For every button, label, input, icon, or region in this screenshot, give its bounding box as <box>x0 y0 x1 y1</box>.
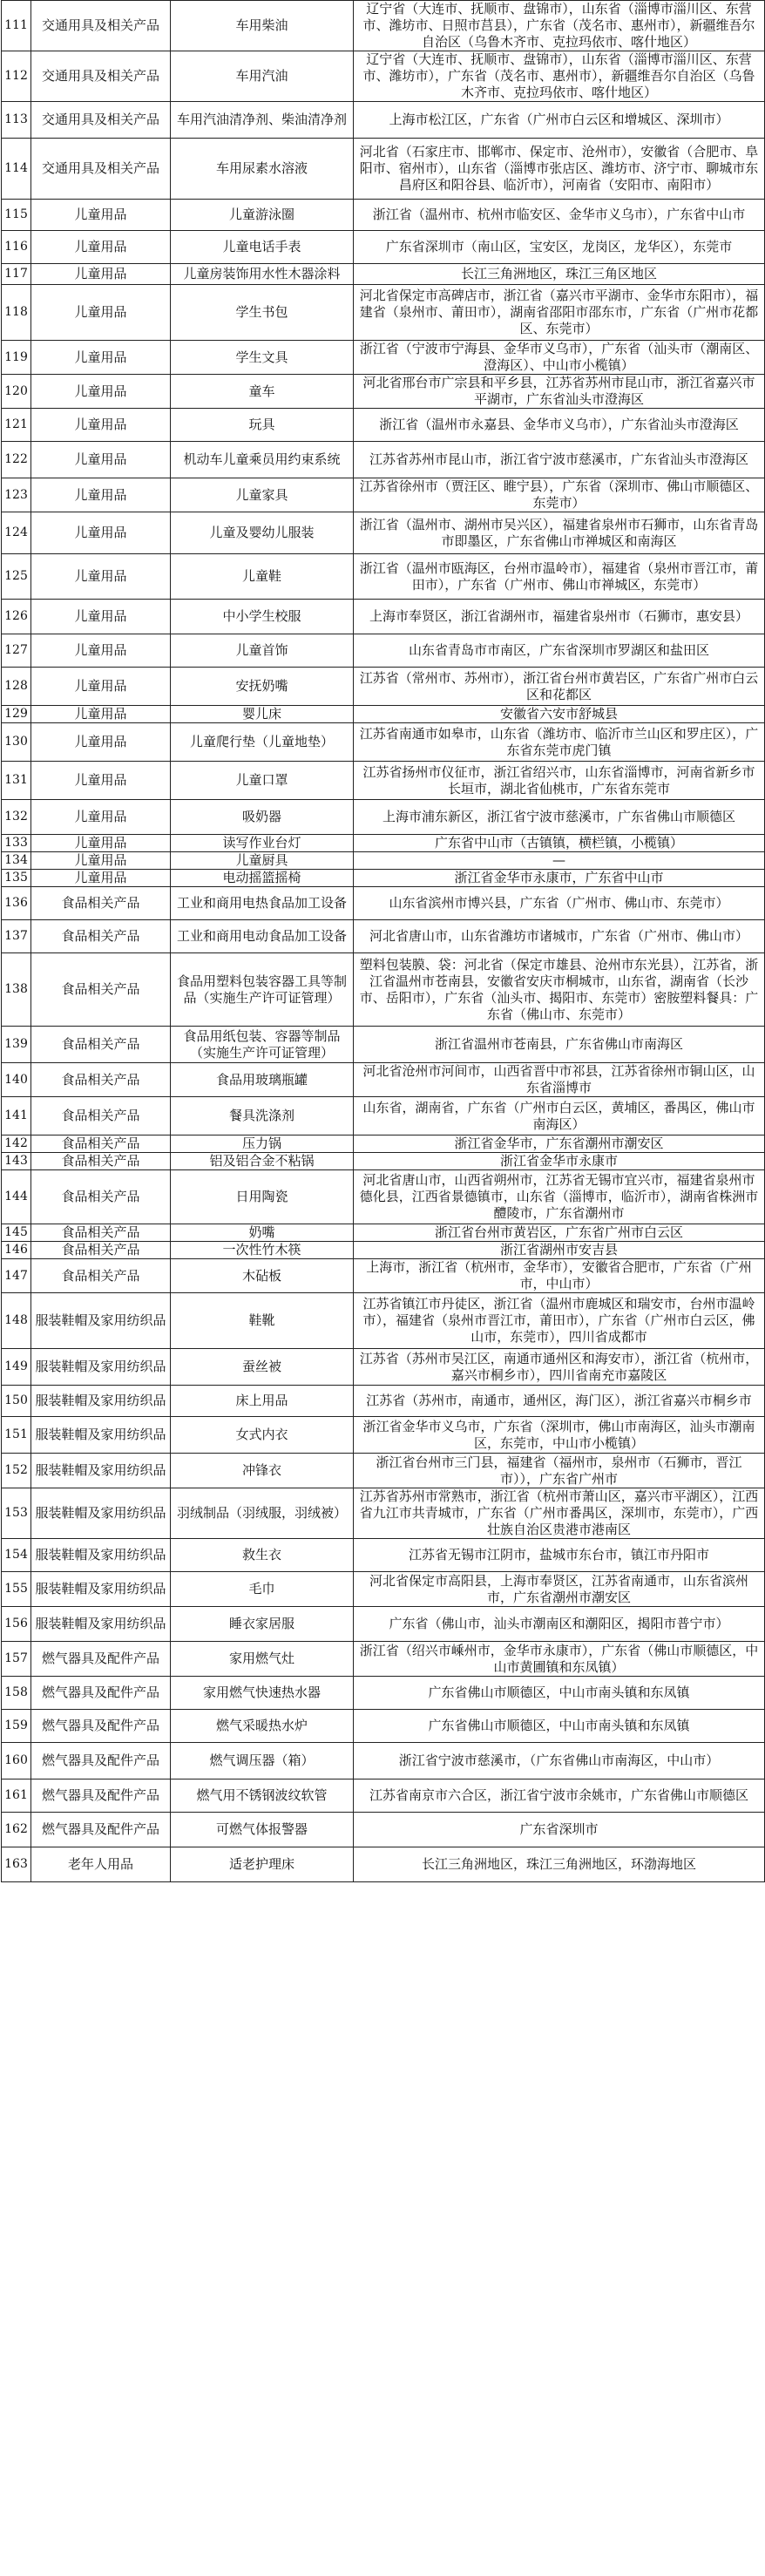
product-cell: 儿童厨具 <box>171 852 354 870</box>
row-number: 116 <box>2 231 31 264</box>
product-cell: 食品用纸包装、容器等制品（实施生产许可证管理） <box>171 1027 354 1063</box>
table-row <box>2 706 765 723</box>
row-number: 126 <box>2 600 31 634</box>
category-cell: 服装鞋帽及家用纺织品 <box>31 1539 171 1572</box>
row-number: 158 <box>2 1677 31 1710</box>
table-row <box>2 723 765 762</box>
product-cell: 蚕丝被 <box>171 1349 354 1386</box>
table-row <box>2 1063 765 1097</box>
product-cell: 吸奶器 <box>171 800 354 835</box>
region-cell: 江苏省（苏州市吴江区，南通市通州区和海安市），浙江省（杭州市，嘉兴市桐乡市），四川省南充市嘉陵区 <box>354 1349 765 1386</box>
category-cell: 食品相关产品 <box>31 1170 171 1224</box>
category-cell: 儿童用品 <box>31 409 171 442</box>
row-number: 163 <box>2 1847 31 1882</box>
region-cell: 浙江省金华市义乌市，广东省（深圳市，佛山市南海区，汕头市潮南区，东莞市，中山市小榄镇） <box>354 1417 765 1454</box>
product-cell: 救生衣 <box>171 1539 354 1572</box>
region-cell: 浙江省（温州市瓯海区，台州市温岭市），福建省（泉州市晋江市，莆田市），广东省（广州市、佛山市禅城区，东莞市） <box>354 554 765 600</box>
product-cell: 女式内衣 <box>171 1417 354 1454</box>
row-number: 118 <box>2 285 31 341</box>
row-number: 121 <box>2 409 31 442</box>
row-number: 120 <box>2 375 31 409</box>
row-number: 162 <box>2 1813 31 1847</box>
product-cell: 电动摇篮摇椅 <box>171 870 354 887</box>
category-cell: 老年人用品 <box>31 1847 171 1882</box>
row-number: 129 <box>2 706 31 723</box>
table-row <box>2 953 765 1027</box>
table-row <box>2 1488 765 1539</box>
category-cell: 儿童用品 <box>31 852 171 870</box>
category-cell: 食品相关产品 <box>31 1097 171 1135</box>
row-number: 125 <box>2 554 31 600</box>
row-number: 131 <box>2 762 31 800</box>
table-row <box>2 341 765 375</box>
product-cell: 餐具洗涤剂 <box>171 1097 354 1135</box>
table-row <box>2 1417 765 1454</box>
category-cell: 儿童用品 <box>31 264 171 285</box>
region-cell: 河北省唐山市，山东省潍坊市诸城市，广东省（广州市、佛山市） <box>354 920 765 953</box>
region-cell: 浙江省金华市永康市，广东省中山市 <box>354 870 765 887</box>
row-number: 138 <box>2 953 31 1027</box>
product-cell: 床上用品 <box>171 1386 354 1417</box>
region-cell: 辽宁省（大连市、抚顺市、盘锦市），山东省（淄博市淄川区、东营市、潍坊市、日照市莒县），广东省（茂名市、惠州市），新疆维吾尔自治区（乌鲁木齐市、克拉玛依市、喀什地区） <box>354 1 765 51</box>
region-cell: 江苏省南京市六合区，浙江省宁波市余姚市，广东省佛山市顺德区 <box>354 1779 765 1813</box>
row-number: 137 <box>2 920 31 953</box>
table-row <box>2 1170 765 1224</box>
table-row <box>2 1097 765 1135</box>
product-cell: 睡衣家居服 <box>171 1607 354 1642</box>
category-cell: 儿童用品 <box>31 231 171 264</box>
row-number: 139 <box>2 1027 31 1063</box>
table-row <box>2 1642 765 1677</box>
region-cell: 河北省邢台市广宗县和平乡县，江苏省苏州市昆山市，浙江省嘉兴市平湖市，广东省汕头市澄海区 <box>354 375 765 409</box>
row-number: 112 <box>2 51 31 102</box>
region-cell: 浙江省（温州市、湖州市吴兴区），福建省泉州市石狮市，山东省青岛市即墨区，广东省佛山市禅城区和南海区 <box>354 512 765 554</box>
table-row <box>2 634 765 668</box>
product-cell: 家用燃气快速热水器 <box>171 1677 354 1710</box>
product-cell: 安抚奶嘴 <box>171 668 354 706</box>
row-number: 156 <box>2 1607 31 1642</box>
table-row <box>2 1710 765 1743</box>
region-cell: 山东省滨州市博兴县，广东省（广州市、佛山市、东莞市） <box>354 887 765 920</box>
product-cell: 学生书包 <box>171 285 354 341</box>
row-number: 150 <box>2 1386 31 1417</box>
row-number: 146 <box>2 1242 31 1259</box>
row-number: 141 <box>2 1097 31 1135</box>
region-cell: 广东省（佛山市，汕头市潮南区和潮阳区，揭阳市普宁市） <box>354 1607 765 1642</box>
category-cell: 食品相关产品 <box>31 1259 171 1293</box>
row-number: 115 <box>2 200 31 231</box>
category-cell: 儿童用品 <box>31 600 171 634</box>
product-cell: 中小学生校服 <box>171 600 354 634</box>
category-cell: 燃气器具及配件产品 <box>31 1642 171 1677</box>
table-row <box>2 1454 765 1488</box>
region-cell: 河北省沧州市河间市，山西省晋中市祁县，江苏省徐州市铜山区，山东省淄博市 <box>354 1063 765 1097</box>
region-cell: 广东省佛山市顺德区，中山市南头镇和东凤镇 <box>354 1677 765 1710</box>
region-cell: 上海市松江区，广东省（广州市白云区和增城区、深圳市） <box>354 102 765 139</box>
category-cell: 燃气器具及配件产品 <box>31 1743 171 1779</box>
product-cell: 适老护理床 <box>171 1847 354 1882</box>
category-cell: 儿童用品 <box>31 835 171 852</box>
table-row <box>2 887 765 920</box>
product-cell: 毛巾 <box>171 1572 354 1607</box>
category-cell: 儿童用品 <box>31 442 171 478</box>
category-cell: 儿童用品 <box>31 706 171 723</box>
category-cell: 燃气器具及配件产品 <box>31 1677 171 1710</box>
category-cell: 食品相关产品 <box>31 1153 171 1170</box>
table-row <box>2 1572 765 1607</box>
table-row <box>2 1743 765 1779</box>
region-cell: 江苏省徐州市（贾汪区、睢宁县），广东省（深圳市、佛山市顺德区、东莞市） <box>354 478 765 512</box>
product-cell: 儿童家具 <box>171 478 354 512</box>
category-cell: 儿童用品 <box>31 341 171 375</box>
region-cell: 河北省保定市高阳县，上海市奉贤区，江苏省南通市，山东省滨州市，广东省潮州市潮安区 <box>354 1572 765 1607</box>
row-number: 135 <box>2 870 31 887</box>
region-cell: 安徽省六安市舒城县 <box>354 706 765 723</box>
region-cell: 广东省深圳市 <box>354 1813 765 1847</box>
table-row <box>2 285 765 341</box>
category-cell: 食品相关产品 <box>31 1242 171 1259</box>
region-cell: 浙江省金华市永康市 <box>354 1153 765 1170</box>
table-row <box>2 852 765 870</box>
region-cell: 浙江省台州市三门县，福建省（福州市，泉州市（石狮市，晋江市）），广东省广州市 <box>354 1454 765 1488</box>
table-row <box>2 1779 765 1813</box>
category-cell: 食品相关产品 <box>31 1135 171 1153</box>
region-cell: 浙江省金华市，广东省潮州市潮安区 <box>354 1135 765 1153</box>
category-cell: 食品相关产品 <box>31 920 171 953</box>
region-cell: 浙江省（宁波市宁海县、金华市义乌市），广东省（汕头市（潮南区、澄海区）、中山市小榄镇） <box>354 341 765 375</box>
region-cell: 浙江省（温州市、杭州市临安区、金华市义乌市），广东省中山市 <box>354 200 765 231</box>
table-row <box>2 1259 765 1293</box>
region-cell: 江苏省（苏州市，南通市，通州区，海门区），浙江省嘉兴市桐乡市 <box>354 1386 765 1417</box>
row-number: 122 <box>2 442 31 478</box>
category-cell: 交通用具及相关产品 <box>31 51 171 102</box>
row-number: 119 <box>2 341 31 375</box>
category-cell: 食品相关产品 <box>31 953 171 1027</box>
product-cell: 家用燃气灶 <box>171 1642 354 1677</box>
category-cell: 服装鞋帽及家用纺织品 <box>31 1607 171 1642</box>
region-cell: 浙江省（温州市永嘉县、金华市义乌市），广东省汕头市澄海区 <box>354 409 765 442</box>
row-number: 155 <box>2 1572 31 1607</box>
region-cell: 浙江省（绍兴市嵊州市，金华市永康市），广东省（佛山市顺德区，中山市黄圃镇和东凤镇） <box>354 1642 765 1677</box>
product-cell: 燃气调压器（箱） <box>171 1743 354 1779</box>
product-cell: 一次性竹木筷 <box>171 1242 354 1259</box>
category-cell: 儿童用品 <box>31 554 171 600</box>
product-cell: 可燃气体报警器 <box>171 1813 354 1847</box>
region-cell: 长江三角洲地区，珠江三角洲地区，环渤海地区 <box>354 1847 765 1882</box>
region-cell: 上海市奉贤区，浙江省湖州市，福建省泉州市（石狮市，惠安县） <box>354 600 765 634</box>
row-number: 111 <box>2 1 31 51</box>
category-cell: 儿童用品 <box>31 762 171 800</box>
row-number: 140 <box>2 1063 31 1097</box>
table-row <box>2 870 765 887</box>
product-cell: 婴儿床 <box>171 706 354 723</box>
table-row <box>2 1386 765 1417</box>
row-number: 124 <box>2 512 31 554</box>
table-row <box>2 1607 765 1642</box>
region-cell: 江苏省镇江市丹徒区，浙江省（温州市鹿城区和瑞安市，台州市温岭市），福建省（泉州市晋江市，莆田市），广东省（广州市白云区，佛山市，东莞市），四川省成都市 <box>354 1293 765 1349</box>
product-cell: 儿童游泳圈 <box>171 200 354 231</box>
table-row <box>2 1224 765 1242</box>
region-cell: 浙江省温州市苍南县，广东省佛山市南海区 <box>354 1027 765 1063</box>
category-cell: 燃气器具及配件产品 <box>31 1710 171 1743</box>
product-cell: 读写作业台灯 <box>171 835 354 852</box>
table-row <box>2 1 765 51</box>
category-cell: 儿童用品 <box>31 200 171 231</box>
category-cell: 交通用具及相关产品 <box>31 102 171 139</box>
product-cell: 食品用塑料包装容器工具等制品（实施生产许可证管理） <box>171 953 354 1027</box>
table-row <box>2 102 765 139</box>
document-page <box>1 0 764 1882</box>
category-cell: 儿童用品 <box>31 668 171 706</box>
category-cell: 儿童用品 <box>31 634 171 668</box>
region-cell: 广东省佛山市顺德区，中山市南头镇和东凤镇 <box>354 1710 765 1743</box>
region-cell: 河北省唐山市，山西省朔州市，江苏省无锡市宜兴市，福建省泉州市德化县，江西省景德镇市，山东省（淄博市，临沂市），湖南省株洲市醴陵市，广东省潮州市 <box>354 1170 765 1224</box>
product-cell: 学生文具 <box>171 341 354 375</box>
product-cell: 木砧板 <box>171 1259 354 1293</box>
row-number: 123 <box>2 478 31 512</box>
region-cell: 河北省保定市高碑店市，浙江省（嘉兴市平湖市、金华市东阳市），福建省（泉州市、莆田市），湖南省邵阳市邵东市，广东省（广州市花都区、东莞市） <box>354 285 765 341</box>
category-cell: 食品相关产品 <box>31 1063 171 1097</box>
table-row <box>2 375 765 409</box>
product-cell: 工业和商用电动食品加工设备 <box>171 920 354 953</box>
region-cell: 山东省青岛市市南区，广东省深圳市罗湖区和盐田区 <box>354 634 765 668</box>
product-cell: 奶嘴 <box>171 1224 354 1242</box>
product-cell: 儿童首饰 <box>171 634 354 668</box>
product-cell: 儿童鞋 <box>171 554 354 600</box>
table-row <box>2 762 765 800</box>
row-number: 145 <box>2 1224 31 1242</box>
region-cell: 上海市，浙江省（杭州市，金华市），安徽省合肥市，广东省（广州市，中山市） <box>354 1259 765 1293</box>
table-row <box>2 200 765 231</box>
category-cell: 服装鞋帽及家用纺织品 <box>31 1349 171 1386</box>
table-row <box>2 554 765 600</box>
row-number: 160 <box>2 1743 31 1779</box>
product-cell: 压力锅 <box>171 1135 354 1153</box>
region-cell: 浙江省宁波市慈溪市，（广东省佛山市南海区，中山市） <box>354 1743 765 1779</box>
table-row <box>2 1293 765 1349</box>
region-cell: 山东省，湖南省，广东省（广州市白云区，黄埔区，番禺区，佛山市南海区） <box>354 1097 765 1135</box>
row-number: 127 <box>2 634 31 668</box>
category-cell: 服装鞋帽及家用纺织品 <box>31 1454 171 1488</box>
product-cell: 工业和商用电热食品加工设备 <box>171 887 354 920</box>
table-row <box>2 1677 765 1710</box>
category-cell: 食品相关产品 <box>31 887 171 920</box>
row-number: 128 <box>2 668 31 706</box>
table-row <box>2 409 765 442</box>
region-cell: 江苏省（常州市、苏州市），浙江省台州市黄岩区，广东省广州市白云区和花都区 <box>354 668 765 706</box>
row-number: 133 <box>2 835 31 852</box>
category-cell: 儿童用品 <box>31 800 171 835</box>
product-cell: 儿童口罩 <box>171 762 354 800</box>
table-row <box>2 1539 765 1572</box>
table-row <box>2 920 765 953</box>
category-cell: 儿童用品 <box>31 478 171 512</box>
table-row <box>2 835 765 852</box>
category-cell: 服装鞋帽及家用纺织品 <box>31 1386 171 1417</box>
product-cell: 车用汽油 <box>171 51 354 102</box>
region-cell: 江苏省南通市如皋市，山东省（潍坊市、临沂市兰山区和罗庄区），广东省东莞市虎门镇 <box>354 723 765 762</box>
category-cell: 儿童用品 <box>31 723 171 762</box>
category-cell: 儿童用品 <box>31 375 171 409</box>
table-row <box>2 1153 765 1170</box>
row-number: 151 <box>2 1417 31 1454</box>
product-cell: 日用陶瓷 <box>171 1170 354 1224</box>
row-number: 153 <box>2 1488 31 1539</box>
row-number: 132 <box>2 800 31 835</box>
region-cell: 广东省深圳市（南山区，宝安区，龙岗区，龙华区），东莞市 <box>354 231 765 264</box>
table-row <box>2 600 765 634</box>
row-number: 154 <box>2 1539 31 1572</box>
category-cell: 儿童用品 <box>31 870 171 887</box>
row-number: 113 <box>2 102 31 139</box>
table-row <box>2 1135 765 1153</box>
row-number: 157 <box>2 1642 31 1677</box>
region-cell: 江苏省无锡市江阴市，盐城市东台市，镇江市丹阳市 <box>354 1539 765 1572</box>
product-cell: 儿童及婴幼儿服装 <box>171 512 354 554</box>
table-row <box>2 512 765 554</box>
product-cell: 鞋靴 <box>171 1293 354 1349</box>
row-number: 159 <box>2 1710 31 1743</box>
category-cell: 服装鞋帽及家用纺织品 <box>31 1572 171 1607</box>
table-row <box>2 800 765 835</box>
row-number: 134 <box>2 852 31 870</box>
table-body <box>2 1 765 1882</box>
product-cell: 燃气用不锈钢波纹软管 <box>171 1779 354 1813</box>
region-cell: 江苏省扬州市仪征市，浙江省绍兴市，山东省淄博市，河南省新乡市长垣市，湖北省仙桃市，广东省东莞市 <box>354 762 765 800</box>
category-cell: 服装鞋帽及家用纺织品 <box>31 1488 171 1539</box>
region-cell: 塑料包装膜、袋：河北省（保定市雄县、沧州市东光县），江苏省，浙江省温州市苍南县，安徽省安庆市桐城市，山东省，湖南省（长沙市、岳阳市），广东省（汕头市、揭阳市、东莞市）密胺塑料餐具：广东省（佛山市、东莞市） <box>354 953 765 1027</box>
product-region-table <box>1 0 765 1882</box>
product-cell: 儿童爬行垫（儿童地垫） <box>171 723 354 762</box>
region-cell: 上海市浦东新区，浙江省宁波市慈溪市，广东省佛山市顺德区 <box>354 800 765 835</box>
table-row <box>2 1847 765 1882</box>
table-row <box>2 51 765 102</box>
product-cell: 车用尿素水溶液 <box>171 139 354 200</box>
category-cell: 儿童用品 <box>31 285 171 341</box>
row-number: 161 <box>2 1779 31 1813</box>
category-cell: 交通用具及相关产品 <box>31 1 171 51</box>
row-number: 130 <box>2 723 31 762</box>
row-number: 148 <box>2 1293 31 1349</box>
row-number: 117 <box>2 264 31 285</box>
row-number: 144 <box>2 1170 31 1224</box>
table-row <box>2 442 765 478</box>
category-cell: 儿童用品 <box>31 512 171 554</box>
product-cell: 燃气采暖热水炉 <box>171 1710 354 1743</box>
region-cell: 辽宁省（大连市、抚顺市、盘锦市），山东省（淄博市淄川区、东营市、潍坊市），广东省（茂名市、惠州市），新疆维吾尔自治区（乌鲁木齐市、克拉玛依市、喀什地区） <box>354 51 765 102</box>
product-cell: 食品用玻璃瓶罐 <box>171 1063 354 1097</box>
product-cell: 铝及铝合金不粘锅 <box>171 1153 354 1170</box>
product-cell: 机动车儿童乘员用约束系统 <box>171 442 354 478</box>
row-number: 149 <box>2 1349 31 1386</box>
row-number: 114 <box>2 139 31 200</box>
region-cell: 江苏省苏州市常熟市，浙江省（杭州市萧山区，嘉兴市平湖区），江西省九江市共青城市，广东省（广州市番禺区，深圳市，东莞市），广西壮族自治区贵港市港南区 <box>354 1488 765 1539</box>
region-cell: 长江三角洲地区，珠江三角区地区 <box>354 264 765 285</box>
row-number: 143 <box>2 1153 31 1170</box>
product-cell: 车用柴油 <box>171 1 354 51</box>
category-cell: 食品相关产品 <box>31 1224 171 1242</box>
category-cell: 服装鞋帽及家用纺织品 <box>31 1293 171 1349</box>
table-row <box>2 1242 765 1259</box>
region-cell: — <box>354 852 765 870</box>
table-row <box>2 139 765 200</box>
table-row <box>2 478 765 512</box>
table-row <box>2 1027 765 1063</box>
product-cell: 玩具 <box>171 409 354 442</box>
row-number: 142 <box>2 1135 31 1153</box>
table-row <box>2 1349 765 1386</box>
category-cell: 食品相关产品 <box>31 1027 171 1063</box>
table-row <box>2 264 765 285</box>
region-cell: 河北省（石家庄市、邯郸市、保定市、沧州市），安徽省（合肥市、阜阳市、宿州市），山东省（淄博市张店区、潍坊市、济宁市、聊城市东昌府区和阳谷县、临沂市），河南省（安阳市、南阳市） <box>354 139 765 200</box>
product-cell: 儿童房装饰用水性木器涂料 <box>171 264 354 285</box>
product-cell: 羽绒制品（羽绒服，羽绒被） <box>171 1488 354 1539</box>
product-cell: 童车 <box>171 375 354 409</box>
product-cell: 车用汽油清净剂、柴油清净剂 <box>171 102 354 139</box>
region-cell: 浙江省湖州市安吉县 <box>354 1242 765 1259</box>
row-number: 147 <box>2 1259 31 1293</box>
product-cell: 冲锋衣 <box>171 1454 354 1488</box>
category-cell: 燃气器具及配件产品 <box>31 1779 171 1813</box>
table-row <box>2 668 765 706</box>
region-cell: 广东省中山市（古镇镇，横栏镇，小榄镇） <box>354 835 765 852</box>
table-row <box>2 1813 765 1847</box>
table-row <box>2 231 765 264</box>
region-cell: 浙江省台州市黄岩区，广东省广州市白云区 <box>354 1224 765 1242</box>
row-number: 136 <box>2 887 31 920</box>
product-cell: 儿童电话手表 <box>171 231 354 264</box>
region-cell: 江苏省苏州市昆山市，浙江省宁波市慈溪市，广东省汕头市澄海区 <box>354 442 765 478</box>
category-cell: 燃气器具及配件产品 <box>31 1813 171 1847</box>
category-cell: 交通用具及相关产品 <box>31 139 171 200</box>
row-number: 152 <box>2 1454 31 1488</box>
category-cell: 服装鞋帽及家用纺织品 <box>31 1417 171 1454</box>
